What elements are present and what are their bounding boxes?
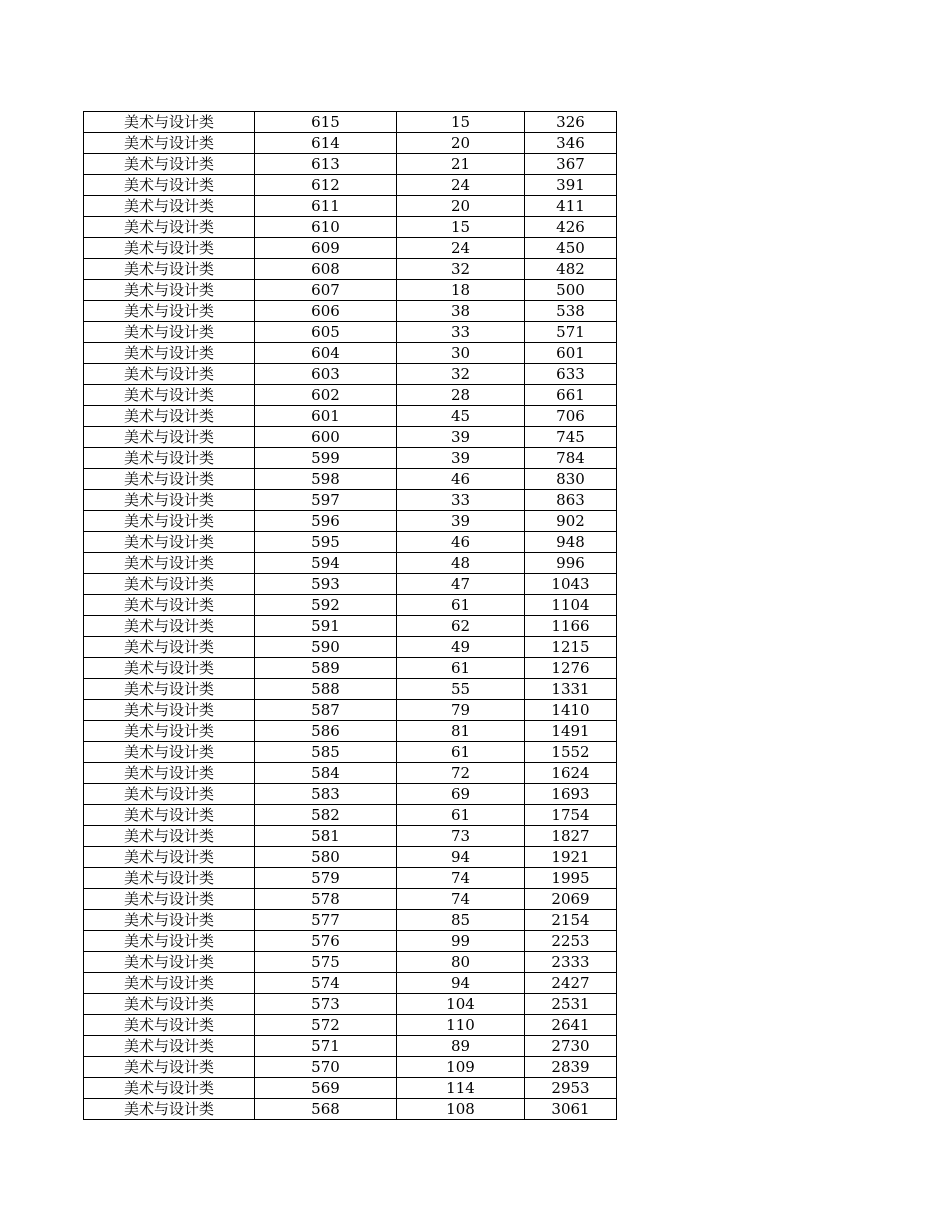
- score-cell: 573: [255, 994, 397, 1015]
- count-cell: 74: [397, 868, 525, 889]
- table-row: [84, 196, 617, 217]
- category-cell: 美术与设计类: [84, 553, 255, 574]
- score-cell: 615: [255, 112, 397, 133]
- category-cell: 美术与设计类: [84, 259, 255, 280]
- score-cell: 592: [255, 595, 397, 616]
- table-row: [84, 1099, 617, 1120]
- cumulative-cell: 2253: [525, 931, 617, 952]
- count-cell: 33: [397, 490, 525, 511]
- score-cell: 594: [255, 553, 397, 574]
- score-distribution-table: [83, 111, 617, 1120]
- cumulative-cell: 633: [525, 364, 617, 385]
- score-cell: 589: [255, 658, 397, 679]
- score-cell: 611: [255, 196, 397, 217]
- table-row: [84, 847, 617, 868]
- count-cell: 61: [397, 742, 525, 763]
- cumulative-cell: 500: [525, 280, 617, 301]
- count-cell: 30: [397, 343, 525, 364]
- table-row: [84, 574, 617, 595]
- cumulative-cell: 1043: [525, 574, 617, 595]
- count-cell: 20: [397, 196, 525, 217]
- category-cell: 美术与设计类: [84, 280, 255, 301]
- category-cell: 美术与设计类: [84, 322, 255, 343]
- category-cell: 美术与设计类: [84, 637, 255, 658]
- count-cell: 15: [397, 112, 525, 133]
- table-row: [84, 1057, 617, 1078]
- score-cell: 609: [255, 238, 397, 259]
- cumulative-cell: 1921: [525, 847, 617, 868]
- table-row: [84, 427, 617, 448]
- cumulative-cell: 830: [525, 469, 617, 490]
- count-cell: 28: [397, 385, 525, 406]
- count-cell: 73: [397, 826, 525, 847]
- score-cell: 600: [255, 427, 397, 448]
- category-cell: 美术与设计类: [84, 1099, 255, 1120]
- cumulative-cell: 1276: [525, 658, 617, 679]
- count-cell: 48: [397, 553, 525, 574]
- cumulative-cell: 482: [525, 259, 617, 280]
- cumulative-cell: 996: [525, 553, 617, 574]
- table-row: [84, 238, 617, 259]
- score-cell: 584: [255, 763, 397, 784]
- category-cell: 美术与设计类: [84, 238, 255, 259]
- count-cell: 15: [397, 217, 525, 238]
- category-cell: 美术与设计类: [84, 364, 255, 385]
- category-cell: 美术与设计类: [84, 112, 255, 133]
- score-cell: 603: [255, 364, 397, 385]
- category-cell: 美术与设计类: [84, 700, 255, 721]
- table-row: [84, 343, 617, 364]
- cumulative-cell: 1693: [525, 784, 617, 805]
- count-cell: 61: [397, 805, 525, 826]
- category-cell: 美术与设计类: [84, 196, 255, 217]
- table-row: [84, 217, 617, 238]
- count-cell: 109: [397, 1057, 525, 1078]
- category-cell: 美术与设计类: [84, 133, 255, 154]
- cumulative-cell: 1104: [525, 595, 617, 616]
- score-cell: 588: [255, 679, 397, 700]
- score-cell: 570: [255, 1057, 397, 1078]
- category-cell: 美术与设计类: [84, 763, 255, 784]
- cumulative-cell: 391: [525, 175, 617, 196]
- count-cell: 39: [397, 427, 525, 448]
- table-row: [84, 1078, 617, 1099]
- table-row: [84, 1036, 617, 1057]
- table-row: [84, 1015, 617, 1036]
- cumulative-cell: 426: [525, 217, 617, 238]
- score-cell: 579: [255, 868, 397, 889]
- table-row: [84, 175, 617, 196]
- table-row: [84, 532, 617, 553]
- score-cell: 568: [255, 1099, 397, 1120]
- table-row: [84, 154, 617, 175]
- category-cell: 美术与设计类: [84, 994, 255, 1015]
- score-cell: 606: [255, 301, 397, 322]
- score-cell: 582: [255, 805, 397, 826]
- score-cell: 597: [255, 490, 397, 511]
- category-cell: 美术与设计类: [84, 469, 255, 490]
- count-cell: 39: [397, 511, 525, 532]
- score-cell: 593: [255, 574, 397, 595]
- category-cell: 美术与设计类: [84, 448, 255, 469]
- cumulative-cell: 2333: [525, 952, 617, 973]
- count-cell: 20: [397, 133, 525, 154]
- category-cell: 美术与设计类: [84, 1015, 255, 1036]
- cumulative-cell: 745: [525, 427, 617, 448]
- category-cell: 美术与设计类: [84, 343, 255, 364]
- count-cell: 32: [397, 259, 525, 280]
- table-row: [84, 280, 617, 301]
- count-cell: 49: [397, 637, 525, 658]
- category-cell: 美术与设计类: [84, 742, 255, 763]
- score-cell: 608: [255, 259, 397, 280]
- category-cell: 美术与设计类: [84, 679, 255, 700]
- cumulative-cell: 784: [525, 448, 617, 469]
- score-cell: 569: [255, 1078, 397, 1099]
- cumulative-cell: 346: [525, 133, 617, 154]
- category-cell: 美术与设计类: [84, 595, 255, 616]
- count-cell: 46: [397, 532, 525, 553]
- count-cell: 61: [397, 658, 525, 679]
- cumulative-cell: 948: [525, 532, 617, 553]
- cumulative-cell: 571: [525, 322, 617, 343]
- score-cell: 613: [255, 154, 397, 175]
- cumulative-cell: 367: [525, 154, 617, 175]
- cumulative-cell: 1331: [525, 679, 617, 700]
- table-row: [84, 553, 617, 574]
- table-row: [84, 910, 617, 931]
- table-row: [84, 721, 617, 742]
- category-cell: 美术与设计类: [84, 973, 255, 994]
- count-cell: 81: [397, 721, 525, 742]
- count-cell: 38: [397, 301, 525, 322]
- cumulative-cell: 1215: [525, 637, 617, 658]
- category-cell: 美术与设计类: [84, 574, 255, 595]
- count-cell: 94: [397, 973, 525, 994]
- score-cell: 585: [255, 742, 397, 763]
- cumulative-cell: 2154: [525, 910, 617, 931]
- score-cell: 596: [255, 511, 397, 532]
- score-cell: 577: [255, 910, 397, 931]
- category-cell: 美术与设计类: [84, 910, 255, 931]
- category-cell: 美术与设计类: [84, 784, 255, 805]
- table-row: [84, 616, 617, 637]
- cumulative-cell: 1491: [525, 721, 617, 742]
- category-cell: 美术与设计类: [84, 658, 255, 679]
- cumulative-cell: 1166: [525, 616, 617, 637]
- cumulative-cell: 601: [525, 343, 617, 364]
- score-cell: 598: [255, 469, 397, 490]
- score-cell: 583: [255, 784, 397, 805]
- score-cell: 602: [255, 385, 397, 406]
- score-cell: 591: [255, 616, 397, 637]
- table-row: [84, 406, 617, 427]
- table-row: [84, 994, 617, 1015]
- table-row: [84, 889, 617, 910]
- score-cell: 614: [255, 133, 397, 154]
- category-cell: 美术与设计类: [84, 868, 255, 889]
- table-row: [84, 301, 617, 322]
- score-cell: 580: [255, 847, 397, 868]
- category-cell: 美术与设计类: [84, 511, 255, 532]
- score-cell: 571: [255, 1036, 397, 1057]
- cumulative-cell: 706: [525, 406, 617, 427]
- table-row: [84, 490, 617, 511]
- category-cell: 美术与设计类: [84, 490, 255, 511]
- table-body: [84, 112, 617, 1120]
- score-cell: 581: [255, 826, 397, 847]
- score-cell: 576: [255, 931, 397, 952]
- table-row: [84, 364, 617, 385]
- cumulative-cell: 863: [525, 490, 617, 511]
- cumulative-cell: 2641: [525, 1015, 617, 1036]
- table-row: [84, 133, 617, 154]
- category-cell: 美术与设计类: [84, 154, 255, 175]
- table-row: [84, 637, 617, 658]
- category-cell: 美术与设计类: [84, 952, 255, 973]
- count-cell: 62: [397, 616, 525, 637]
- category-cell: 美术与设计类: [84, 217, 255, 238]
- count-cell: 110: [397, 1015, 525, 1036]
- table-row: [84, 658, 617, 679]
- score-cell: 572: [255, 1015, 397, 1036]
- count-cell: 47: [397, 574, 525, 595]
- cumulative-cell: 2730: [525, 1036, 617, 1057]
- table-row: [84, 511, 617, 532]
- cumulative-cell: 450: [525, 238, 617, 259]
- table-row: [84, 385, 617, 406]
- count-cell: 80: [397, 952, 525, 973]
- table-row: [84, 595, 617, 616]
- score-cell: 574: [255, 973, 397, 994]
- count-cell: 79: [397, 700, 525, 721]
- count-cell: 74: [397, 889, 525, 910]
- cumulative-cell: 902: [525, 511, 617, 532]
- table-row: [84, 742, 617, 763]
- table-row: [84, 259, 617, 280]
- table-row: [84, 112, 617, 133]
- count-cell: 72: [397, 763, 525, 784]
- cumulative-cell: 2953: [525, 1078, 617, 1099]
- cumulative-cell: 1754: [525, 805, 617, 826]
- table-row: [84, 322, 617, 343]
- score-cell: 595: [255, 532, 397, 553]
- score-cell: 575: [255, 952, 397, 973]
- table-row: [84, 700, 617, 721]
- score-cell: 578: [255, 889, 397, 910]
- category-cell: 美术与设计类: [84, 1057, 255, 1078]
- category-cell: 美术与设计类: [84, 301, 255, 322]
- cumulative-cell: 326: [525, 112, 617, 133]
- cumulative-cell: 1410: [525, 700, 617, 721]
- count-cell: 61: [397, 595, 525, 616]
- table-row: [84, 469, 617, 490]
- score-cell: 612: [255, 175, 397, 196]
- score-cell: 607: [255, 280, 397, 301]
- table-row: [84, 868, 617, 889]
- cumulative-cell: 661: [525, 385, 617, 406]
- count-cell: 24: [397, 175, 525, 196]
- category-cell: 美术与设计类: [84, 847, 255, 868]
- count-cell: 45: [397, 406, 525, 427]
- category-cell: 美术与设计类: [84, 931, 255, 952]
- cumulative-cell: 1995: [525, 868, 617, 889]
- category-cell: 美术与设计类: [84, 805, 255, 826]
- cumulative-cell: 1552: [525, 742, 617, 763]
- category-cell: 美术与设计类: [84, 406, 255, 427]
- score-cell: 605: [255, 322, 397, 343]
- cumulative-cell: 538: [525, 301, 617, 322]
- count-cell: 85: [397, 910, 525, 931]
- score-cell: 590: [255, 637, 397, 658]
- count-cell: 94: [397, 847, 525, 868]
- cumulative-cell: 3061: [525, 1099, 617, 1120]
- count-cell: 69: [397, 784, 525, 805]
- count-cell: 24: [397, 238, 525, 259]
- table-row: [84, 952, 617, 973]
- score-cell: 587: [255, 700, 397, 721]
- cumulative-cell: 1624: [525, 763, 617, 784]
- table-row: [84, 973, 617, 994]
- count-cell: 21: [397, 154, 525, 175]
- count-cell: 108: [397, 1099, 525, 1120]
- score-cell: 599: [255, 448, 397, 469]
- category-cell: 美术与设计类: [84, 427, 255, 448]
- score-cell: 601: [255, 406, 397, 427]
- table-row: [84, 805, 617, 826]
- cumulative-cell: 2531: [525, 994, 617, 1015]
- cumulative-cell: 411: [525, 196, 617, 217]
- count-cell: 18: [397, 280, 525, 301]
- category-cell: 美术与设计类: [84, 889, 255, 910]
- cumulative-cell: 2069: [525, 889, 617, 910]
- category-cell: 美术与设计类: [84, 826, 255, 847]
- category-cell: 美术与设计类: [84, 721, 255, 742]
- cumulative-cell: 1827: [525, 826, 617, 847]
- table-row: [84, 679, 617, 700]
- table-row: [84, 931, 617, 952]
- cumulative-cell: 2427: [525, 973, 617, 994]
- category-cell: 美术与设计类: [84, 175, 255, 196]
- table-row: [84, 763, 617, 784]
- count-cell: 39: [397, 448, 525, 469]
- count-cell: 104: [397, 994, 525, 1015]
- category-cell: 美术与设计类: [84, 532, 255, 553]
- count-cell: 114: [397, 1078, 525, 1099]
- count-cell: 55: [397, 679, 525, 700]
- count-cell: 89: [397, 1036, 525, 1057]
- score-cell: 604: [255, 343, 397, 364]
- score-cell: 586: [255, 721, 397, 742]
- category-cell: 美术与设计类: [84, 1078, 255, 1099]
- category-cell: 美术与设计类: [84, 1036, 255, 1057]
- table-row: [84, 826, 617, 847]
- category-cell: 美术与设计类: [84, 385, 255, 406]
- count-cell: 32: [397, 364, 525, 385]
- count-cell: 33: [397, 322, 525, 343]
- table-row: [84, 448, 617, 469]
- score-cell: 610: [255, 217, 397, 238]
- table-row: [84, 784, 617, 805]
- count-cell: 99: [397, 931, 525, 952]
- category-cell: 美术与设计类: [84, 616, 255, 637]
- cumulative-cell: 2839: [525, 1057, 617, 1078]
- count-cell: 46: [397, 469, 525, 490]
